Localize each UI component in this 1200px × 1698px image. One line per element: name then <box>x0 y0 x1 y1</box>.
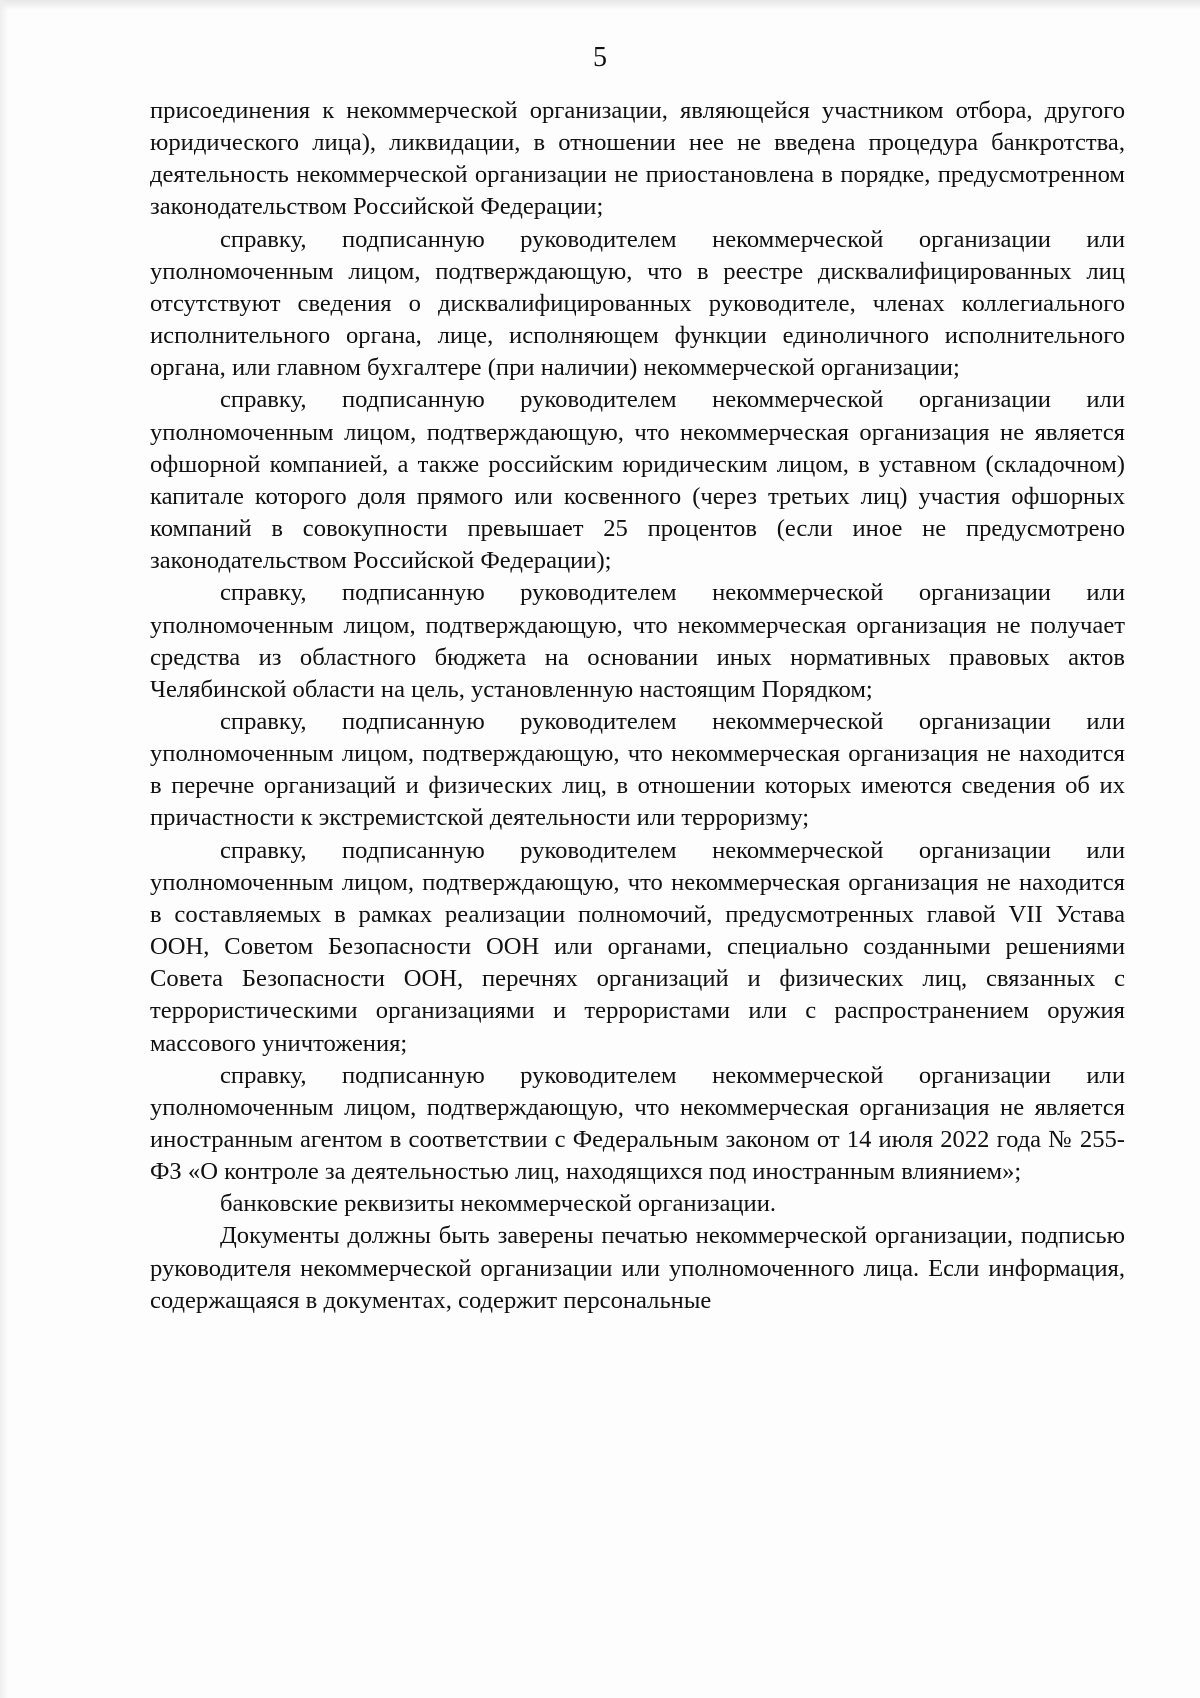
paragraph: справку, подписанную руководителем некоммерческой организации или уполномоченным лицом, подтверждающую, что некоммерческая организация не получает средства из областного бюджета на основании иных нормативных правовых актов Челябинской области на цель, установленную настоящим Порядком; <box>150 579 1125 703</box>
paragraph: справку, подписанную руководителем некоммерческой организации или уполномоченным лицом, подтверждающую, что некоммерческая организация не является офшорной компанией, а также российским юридическим лицом, в уставном (складочном) капитале которого доля прямого или косвенного (через третьих лиц) участия офшорных компаний в совокупности превышает 25 процентов (если иное не предусмотрено законодательством Российской Федерации); <box>150 386 1125 575</box>
page-number: 5 <box>593 42 607 73</box>
paragraph: банковские реквизиты некоммерческой организации. <box>220 1190 777 1218</box>
paragraph-continuation: присоединения к некоммерческой организации, являющейся участником отбора, другого юридического лица), ликвидации, в отношении нее не введена процедура банкротства, деятельность некоммерческой организации не приостановлена в порядке, предусмотренном законодательством Российской Федерации; <box>150 97 1125 221</box>
paragraph-last: Документы должны быть заверены печатью некоммерческой организации, подписью руководителя некоммерческой организации или уполномоченного лица. Если информация, содержащаяся в документах, содержит персональные <box>150 1222 1125 1314</box>
paragraph: справку, подписанную руководителем некоммерческой организации или уполномоченным лицом, подтверждающую, что некоммерческая организация не находится в составляемых в рамках реализации полномочий, предусмотренных главой VII Устава ООН, Советом Безопасности ООН или органами, специально созданными решениями Совета Безопасности ООН, перечнях организаций и физических лиц, связанных с террористическими организациями и террористами или с распространением оружия массового уничтожения; <box>150 836 1125 1057</box>
scan-edge-left <box>0 0 8 1698</box>
document-body <box>150 95 1125 1317</box>
paragraph: справку, подписанную руководителем некоммерческой организации или уполномоченным лицом, подтверждающую, что в реестре дисквалифицированных лиц отсутствуют сведения о дисквалифицированных руководителе, членах коллегиального исполнительного органа, лице, исполняющем функции единоличного исполнительного органа, или главном бухгалтере (при наличии) некоммерческой организации; <box>150 225 1125 382</box>
paragraph: справку, подписанную руководителем некоммерческой организации или уполномоченным лицом, подтверждающую, что некоммерческая организация не находится в перечне организаций и физических лиц, в отношении которых имеются сведения об их причастности к экстремистской деятельности или терроризму; <box>150 707 1125 832</box>
scan-edge-top <box>0 0 1200 10</box>
paragraph: справку, подписанную руководителем некоммерческой организации или уполномоченным лицом, подтверждающую, что некоммерческая организация не является иностранным агентом в соответствии с Федеральным законом от 14 июля 2022 года № 255-ФЗ «О контроле за деятельностью лиц, находящихся под иностранным влиянием»; <box>150 1061 1125 1186</box>
